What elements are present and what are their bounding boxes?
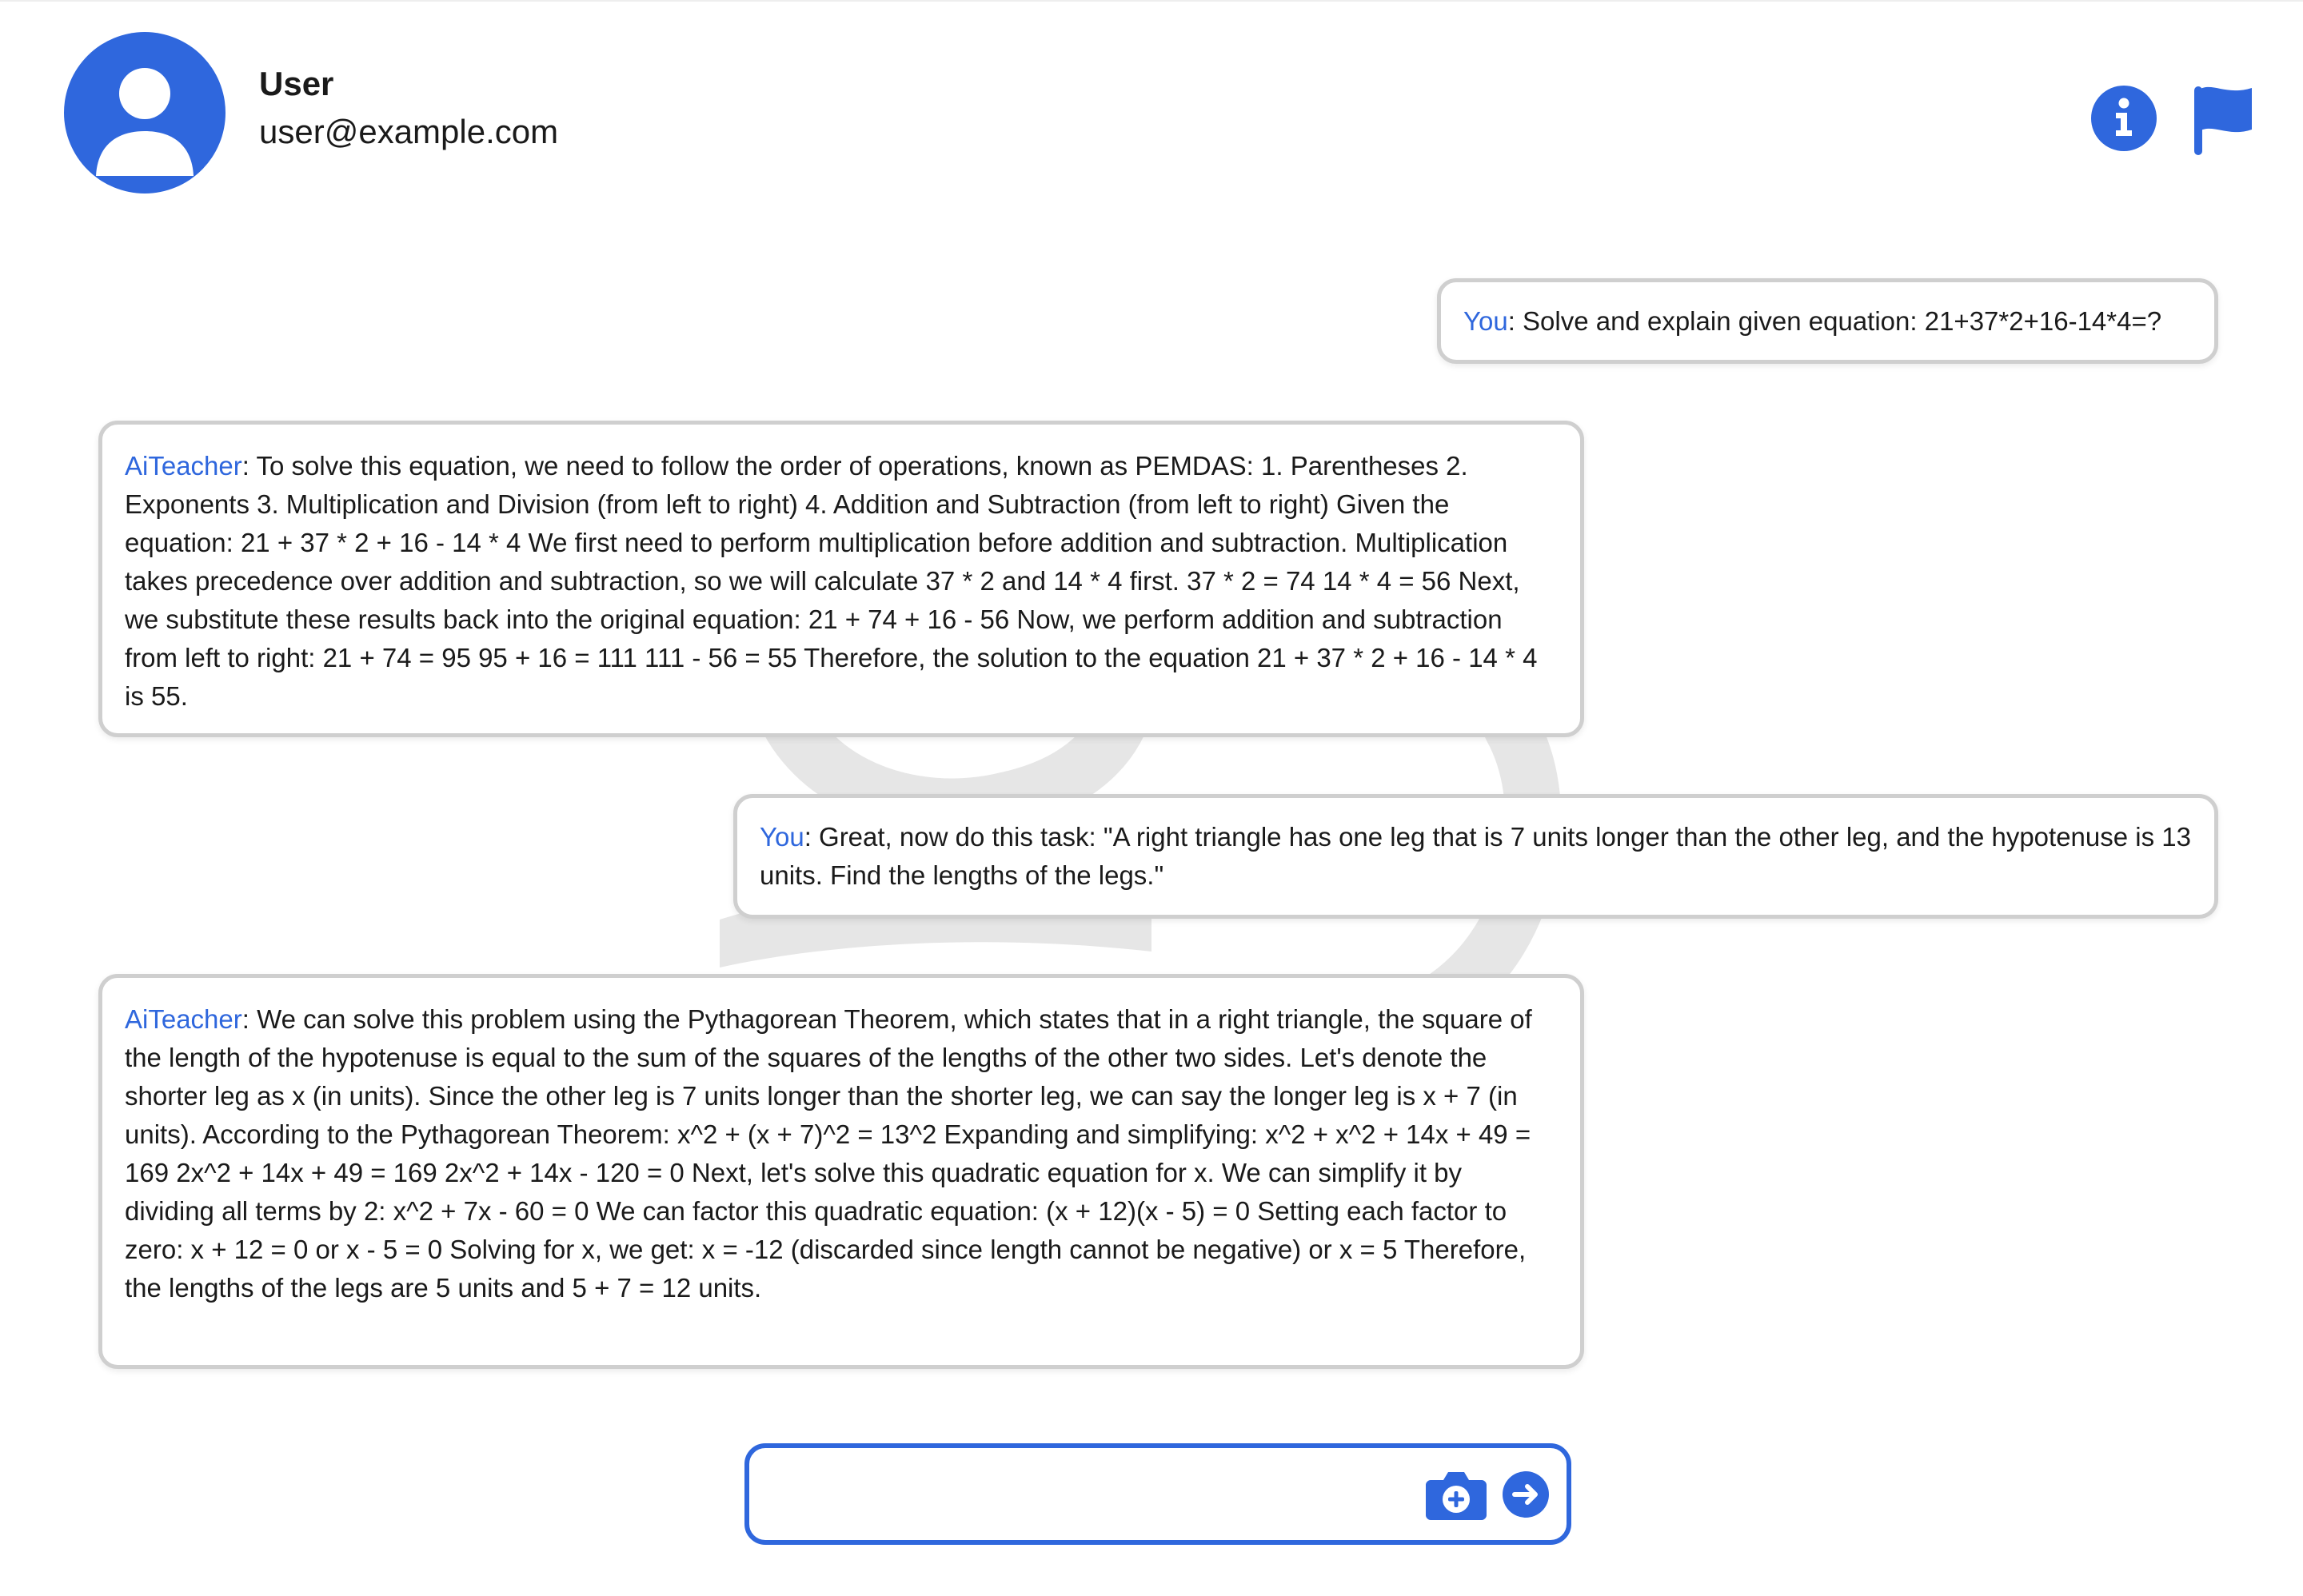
message-text: : We can solve this problem using the Pythagorean Theorem, which states that in a right triangle, the square of the length of the hypotenuse is equal to the sum of the squares of the lengths of the other two sides. Let's denote the shorter leg as x (in units). Since the other leg is 7 units longer than the shorter leg, we can say the longer leg is x + 7 (in units). According to the Pythagorean Theorem: x^2 + (x + 7)^2 = 13^2 Expanding and simplifying: x^2 + x^2 + 14x + 49 = 169 2x^2 + 14x + 49 = 169 2x^2 + 14x - 120 = 0 Next, let's solve this quadratic equation for x. We can simplify it by dividing all terms by 2: x^2 + 7x - 60 = 0 We can factor this quadratic equation: (x + 12)(x - 5) = 0 Setting each factor to zero: x + 12 = 0 or x - 5 = 0 Solving for x, we get: x = -12 (discarded since length cannot be negative) or x = 5 Therefore, the lengths of the legs are 5 units and 5 + 7 = 12 units. (125, 1004, 1532, 1303)
message-text: : Solve and explain given equation: 21+37*2+16-14*4=? (1507, 306, 2162, 336)
user-email: user@example.com (259, 113, 559, 150)
flag-icon[interactable] (2191, 83, 2255, 157)
message-sender: You (760, 822, 804, 852)
user-name: User (259, 65, 334, 102)
arrow-right-icon[interactable] (1503, 1471, 1549, 1518)
user-header (64, 32, 558, 194)
message-composer (744, 1443, 1571, 1545)
top-divider (0, 0, 2303, 2)
camera-plus-icon[interactable] (1426, 1467, 1487, 1520)
user-message (733, 794, 2218, 919)
user-avatar-icon (64, 32, 226, 194)
user-info (259, 60, 558, 156)
message-sender: AiTeacher (125, 1004, 242, 1034)
message-text: : Great, now do this task: "A right triangle has one leg that is 7 units longer than the other leg, and the hypotenuse is 13 units. Find the lengths of the legs." (760, 822, 2191, 890)
info-icon[interactable] (2091, 86, 2157, 151)
message-sender: You (1463, 306, 1508, 336)
user-message (1437, 278, 2218, 364)
message-input[interactable] (768, 1464, 1427, 1526)
assistant-message (98, 974, 1584, 1369)
message-text: : To solve this equation, we need to follow the order of operations, known as PEMDAS: 1. Parentheses 2. Exponents 3. Multiplication and Division (from left to right) 4. Addition and Subtraction (from left to right) Given the equation: 21 + 37 * 2 + 16 - 14 * 4 We first need to perform multiplication before addition and subtraction. Multiplication takes precedence over addition and subtraction, so we will calculate 37 * 2 and 14 * 4 first. 37 * 2 = 74 14 * 4 = 56 Next, we substitute these results back into the original equation: 21 + 74 + 16 - 56 Now, we perform addition and subtraction from left to right: 21 + 74 = 95 95 + 16 = 111 111 - 56 = 55 Therefore, the solution to the equation 21 + 37 * 2 + 16 - 14 * 4 is 55. (125, 451, 1538, 711)
message-sender: AiTeacher (125, 451, 242, 481)
assistant-message (98, 421, 1584, 737)
